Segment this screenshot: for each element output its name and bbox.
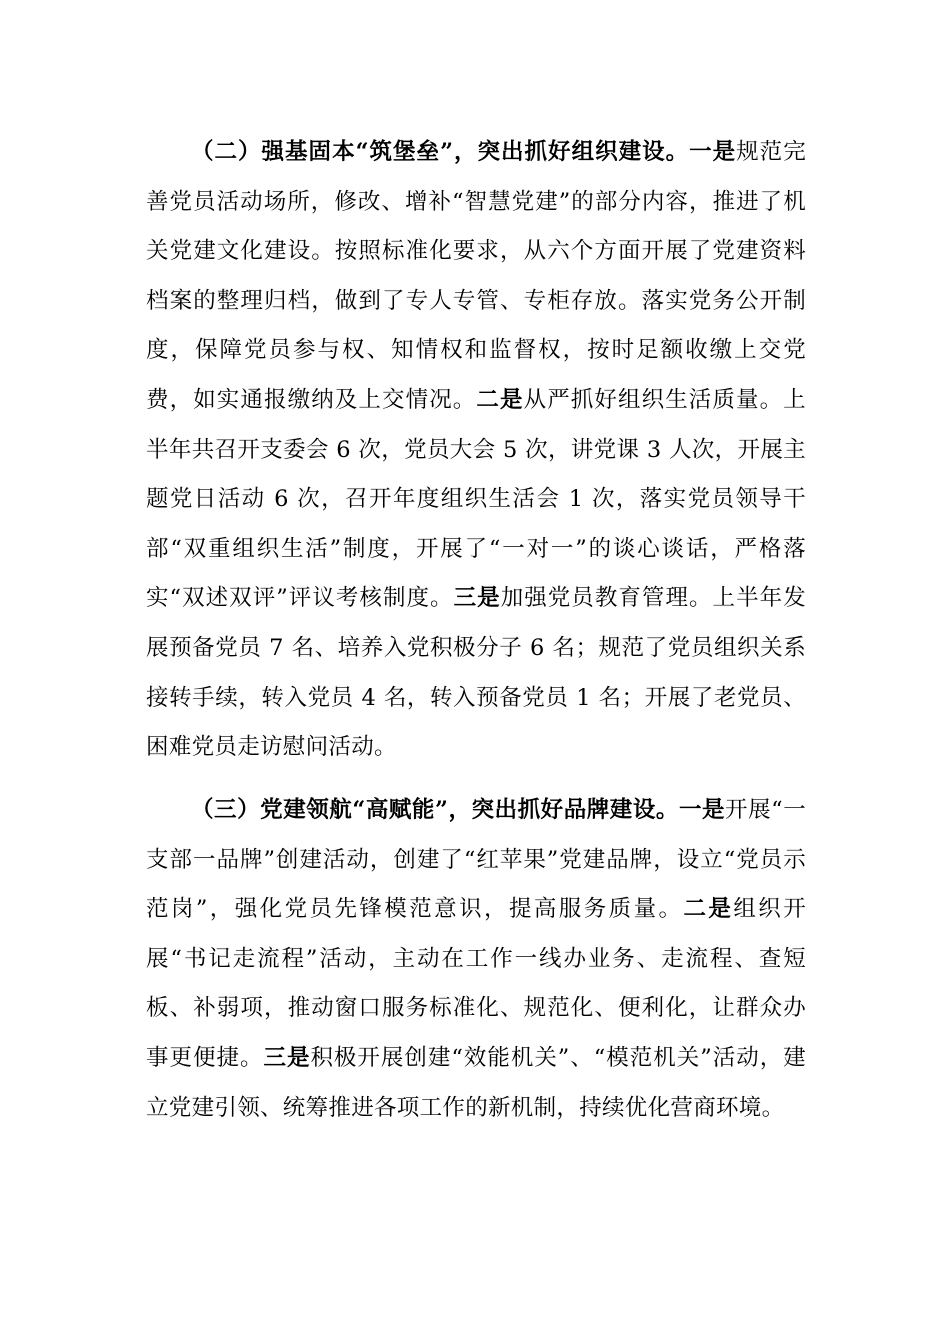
section-2-marker-2: 二是 [476,386,524,413]
section-3-text-1: 开展“一支部一品牌”创建活动，创建了“红苹果”党建品牌，设立“党员示范岗”，强化党员先锋模范意识，提高服务质量。 [146,797,806,923]
section-3-heading: （三）党建领航“高赋能”，突出抓好品牌建设。 [191,797,679,823]
section-3-text-2: 组织开展“书记走流程”活动，主动在工作一线办业务、走流程、查短板、补弱项，推动窗口服务标准化、规范化、便利化，让群众办事更便捷。 [146,896,807,1071]
section-3-paragraph [146,786,806,1133]
section-3-marker-3: 三是 [263,1044,311,1071]
section-2-text-2: 从严抓好组织生活质量。上半年共召开支委会 6 次，党员大会 5 次，讲党课 3 人次，开展主题党日活动 6 次，召开年度组织生活会 1 次，落实党员领导干部“双重组织生活”制度，开展了“一对一”的谈心谈话，严格落实“双述双评”评议考核制度。 [146,386,806,612]
section-2-marker-1: 一是 [689,139,737,165]
section-2-text-3: 加强党员教育管理。上半年发展预备党员 7 名、培养入党积极分子 6 名；规范了党员组织关系接转手续，转入党员 4 名，转入预备党员 1 名；开展了老党员、困难党员走访慰问活动。 [146,585,806,761]
section-3-text-3: 积极开展创建“效能机关”、“模范机关”活动，建立党建引领、统筹推进各项工作的新机制，持续优化营商环境。 [146,1044,806,1121]
section-3-marker-2: 二是 [683,896,734,923]
section-2-heading: （二）强基固本“筑堡垒”，突出抓好组织建设。 [191,139,690,165]
section-2-marker-3: 三是 [453,585,501,612]
section-3-marker-1: 一是 [678,797,726,823]
section-2-text-1: 规范完善党员活动场所，修改、增补“智慧党建”的部分内容，推进了机关党建文化建设。按照标准化要求，从六个方面开展了党建资料档案的整理归档，做到了专人专管、专柜存放。落实党务公开制度，保障党员参与权、知情权和监督权，按时足额收缴上交党费，如实通报缴纳及上交情况。 [146,139,806,413]
section-2-paragraph [146,128,806,773]
